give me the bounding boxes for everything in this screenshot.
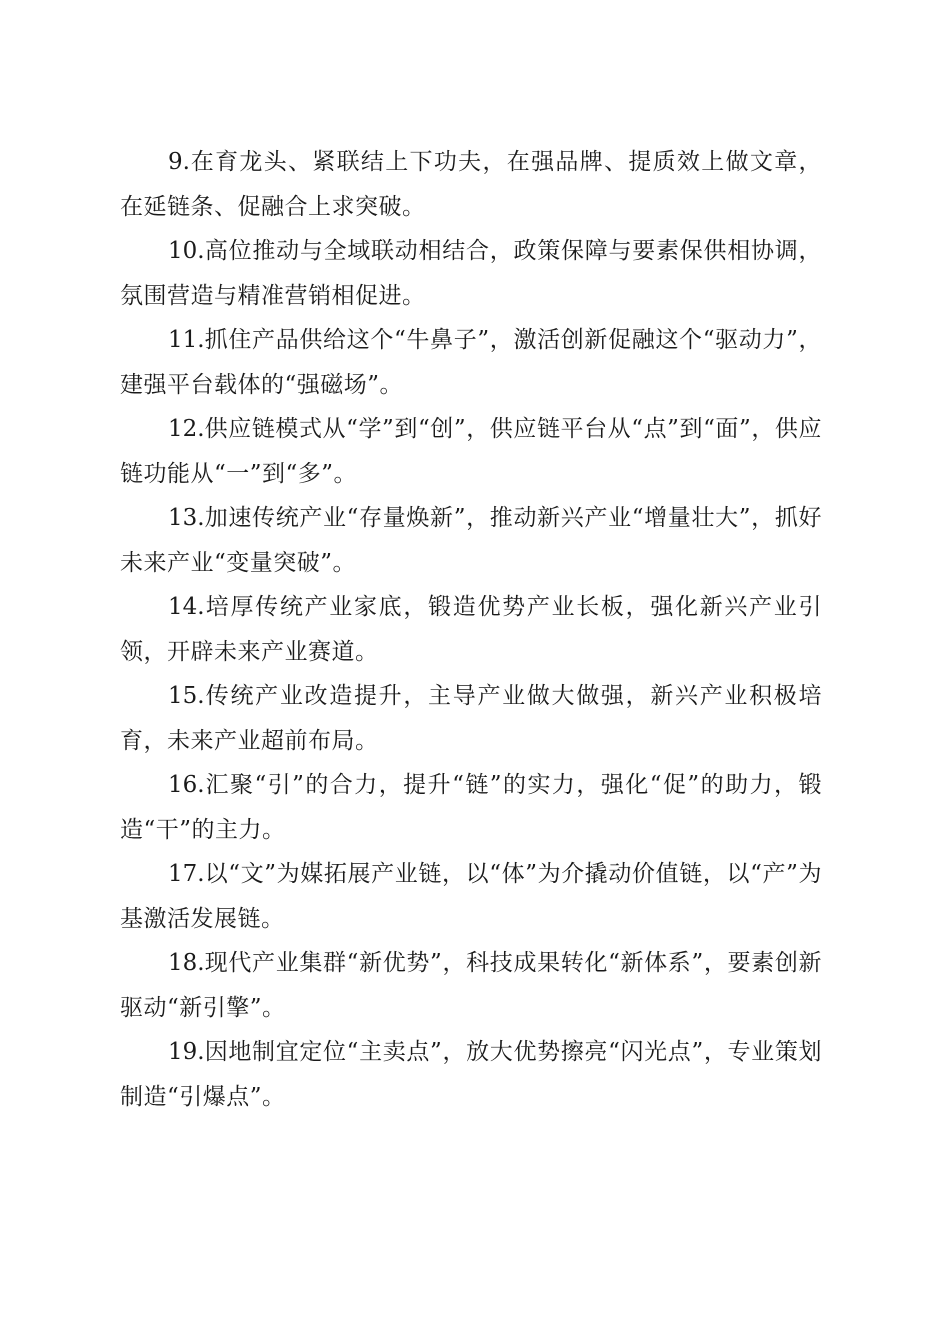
document-body	[120, 140, 822, 1119]
paragraph-number: 15.	[168, 683, 205, 709]
paragraph-number: 17.	[168, 861, 205, 887]
paragraph-number: 14.	[168, 594, 205, 620]
paragraph-13	[120, 496, 822, 585]
paragraph-number: 12.	[168, 416, 205, 442]
paragraph-number: 18.	[168, 950, 205, 976]
paragraph-text: 以“文”为媒拓展产业链，以“体”为介撬动价值链，以“产”为基激活发展链。	[120, 861, 822, 932]
paragraph-number: 16.	[168, 772, 205, 798]
paragraph-text: 现代产业集群“新优势”，科技成果转化“新体系”，要素创新驱动“新引擎”。	[120, 950, 822, 1021]
paragraph-text: 传统产业改造提升，主导产业做大做强，新兴产业积极培育，未来产业超前布局。	[120, 683, 822, 754]
paragraph-text: 抓住产品供给这个“牛鼻子”，激活创新促融这个“驱动力”，建强平台载体的“强磁场”。	[120, 327, 822, 398]
paragraph-number: 10.	[168, 238, 205, 264]
paragraph-text: 培厚传统产业家底，锻造优势产业长板，强化新兴产业引领，开辟未来产业赛道。	[120, 594, 822, 665]
paragraph-number: 13.	[168, 505, 205, 531]
paragraph-number: 9.	[168, 149, 190, 175]
paragraph-number: 19.	[168, 1039, 205, 1065]
paragraph-14	[120, 585, 822, 674]
paragraph-text: 加速传统产业“存量焕新”，推动新兴产业“增量壮大”，抓好未来产业“变量突破”。	[120, 505, 822, 576]
paragraph-19	[120, 1030, 822, 1119]
paragraph-text: 高位推动与全域联动相结合，政策保障与要素保供相协调，氛围营造与精准营销相促进。	[120, 238, 822, 309]
paragraph-text: 因地制宜定位“主卖点”，放大优势擦亮“闪光点”，专业策划制造“引爆点”。	[120, 1039, 822, 1110]
paragraph-9	[120, 140, 822, 229]
paragraph-12	[120, 407, 822, 496]
paragraph-18	[120, 941, 822, 1030]
paragraph-number: 11.	[168, 327, 205, 353]
paragraph-text: 供应链模式从“学”到“创”，供应链平台从“点”到“面”，供应链功能从“一”到“多”。	[120, 416, 822, 487]
paragraph-15	[120, 674, 822, 763]
paragraph-11	[120, 318, 822, 407]
paragraph-text: 汇聚“引”的合力，提升“链”的实力，强化“促”的助力，锻造“干”的主力。	[120, 772, 822, 843]
paragraph-10	[120, 229, 822, 318]
paragraph-16	[120, 763, 822, 852]
paragraph-text: 在育龙头、紧联结上下功夫，在强品牌、提质效上做文章，在延链条、促融合上求突破。	[120, 149, 822, 220]
paragraph-17	[120, 852, 822, 941]
